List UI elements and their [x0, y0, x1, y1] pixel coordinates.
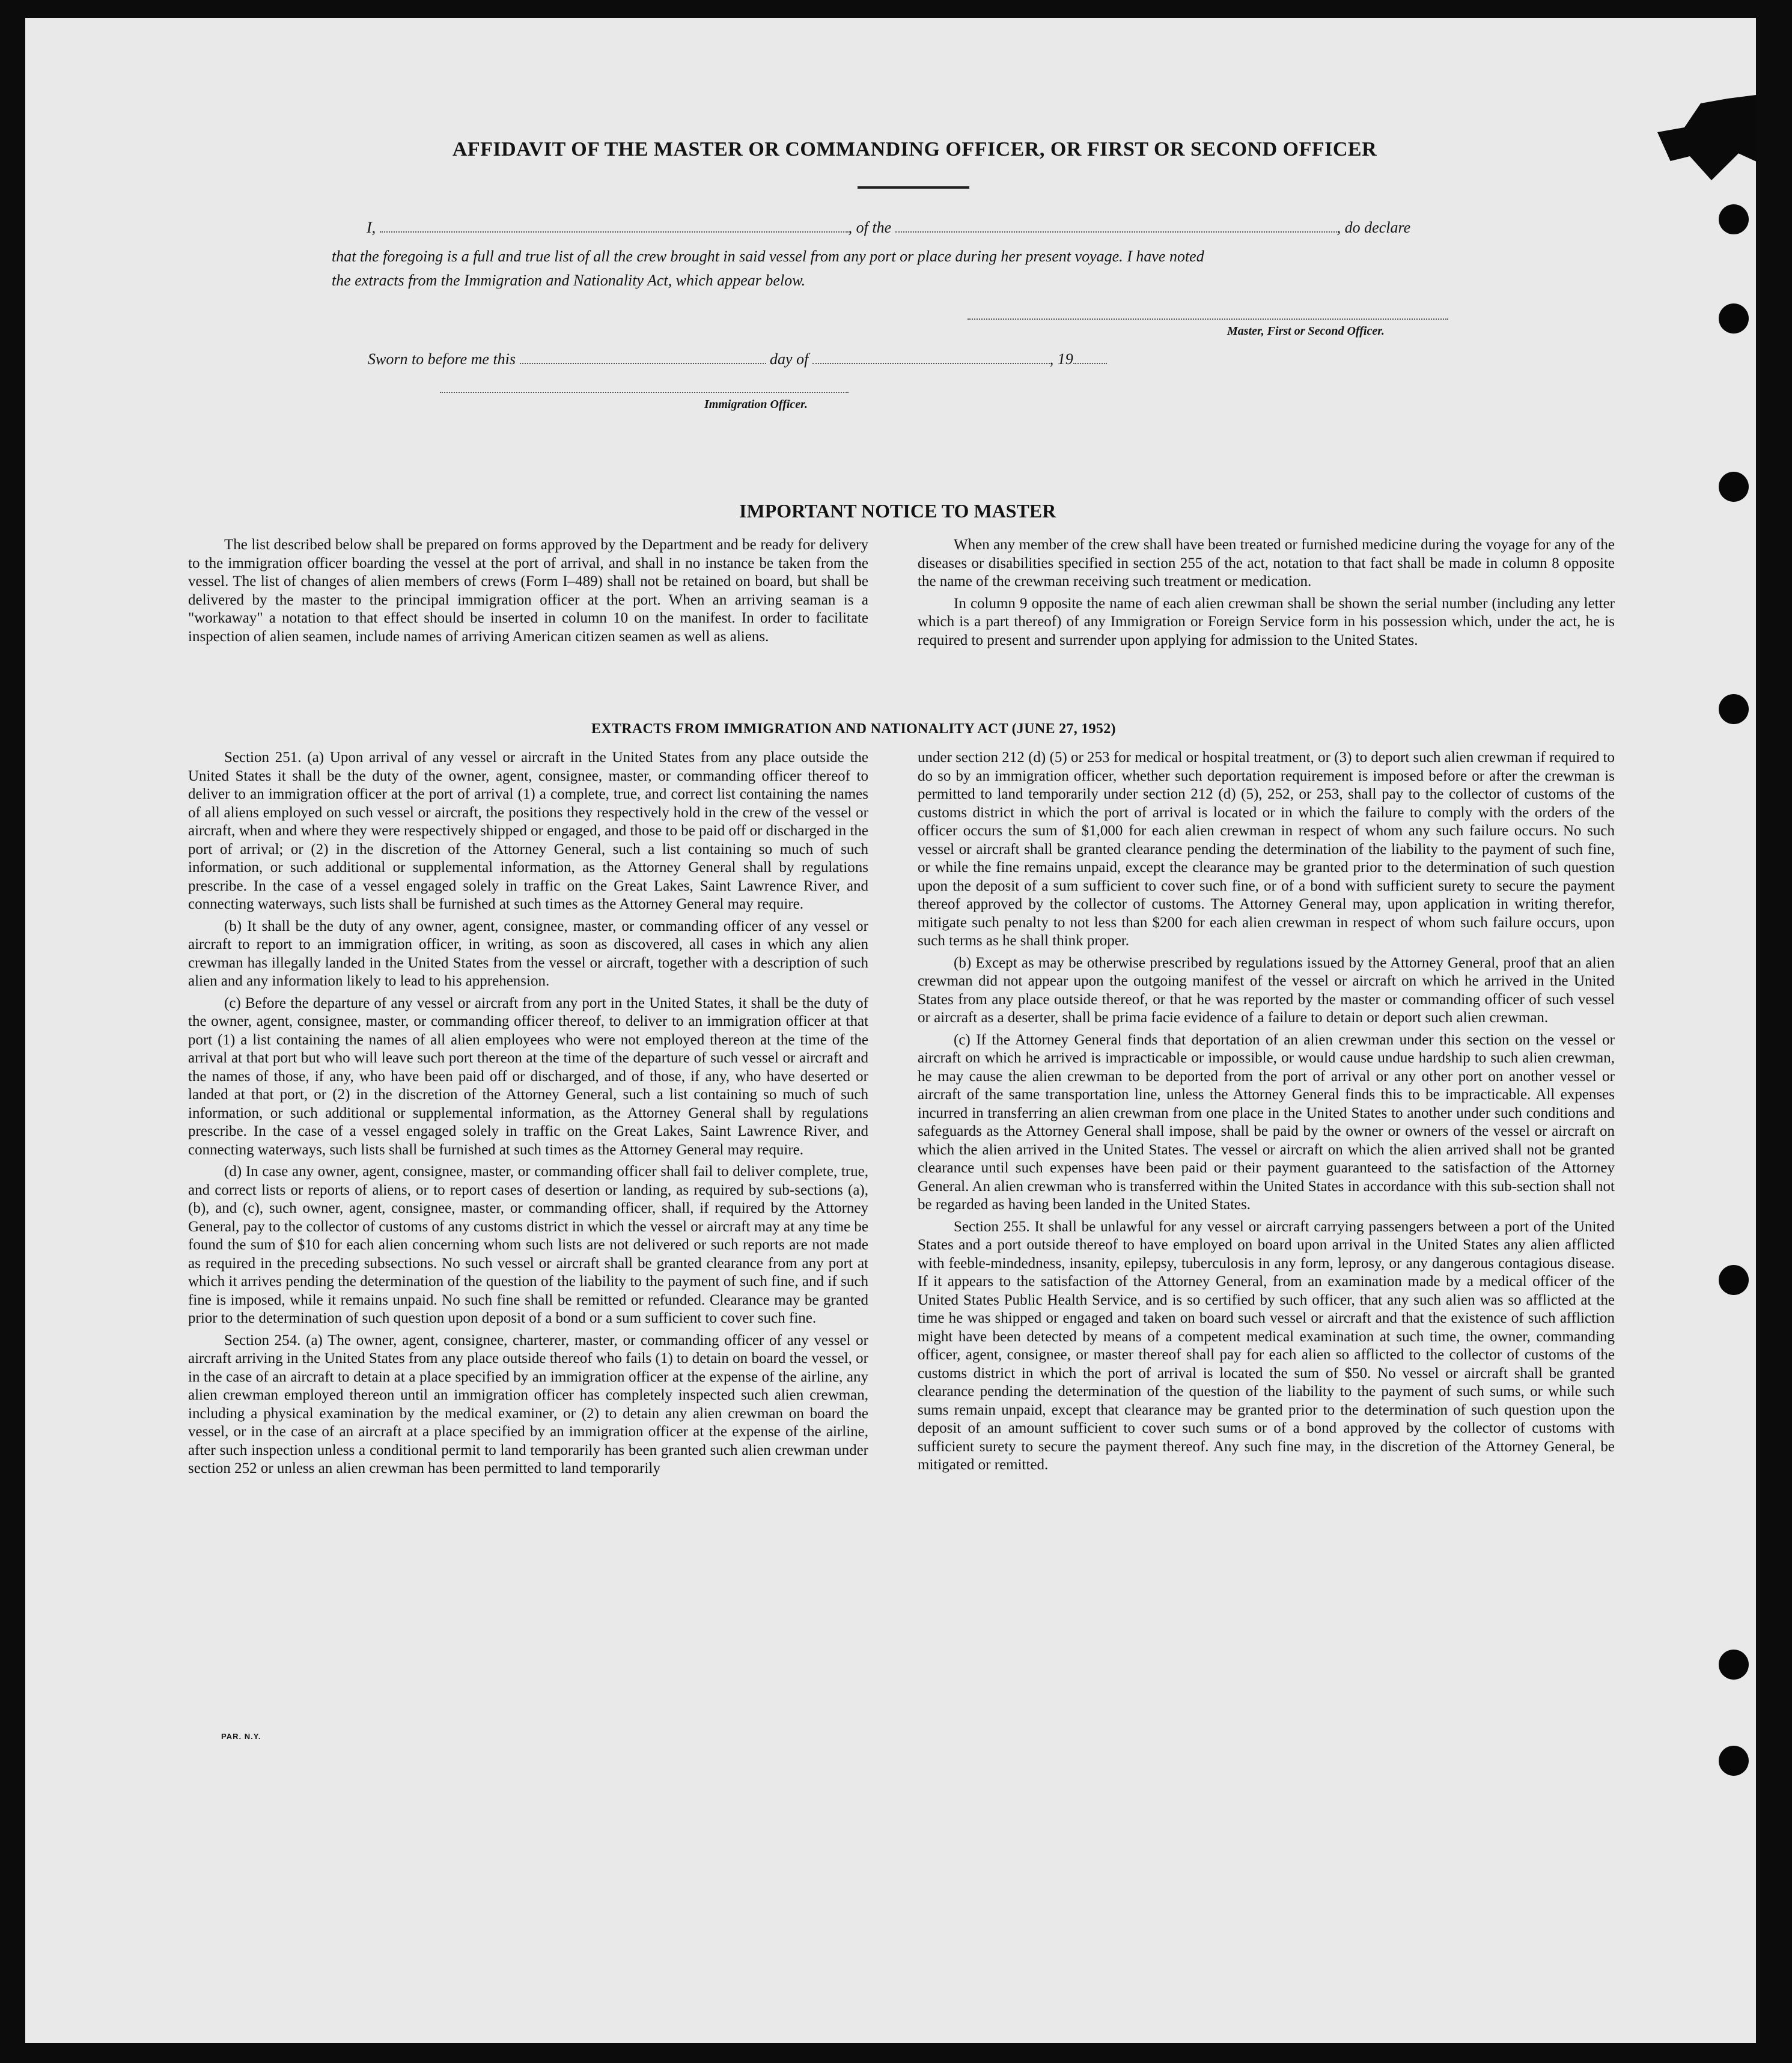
affidavit-line-3: the extracts from the Immigration and Nationality Act, which appear below.: [332, 272, 806, 289]
line1-prefix: I,: [367, 219, 376, 236]
section-254-a: Section 254. (a) The owner, agent, consignee, charterer, master, or commanding officer of any vessel or aircraft arriving in the United States from any place outside thereof who fails (1) to detain on board the vessel, or in the case of an aircraft to detain at a place specified by an immigration officer at the expense of the airline, any alien crewman employed thereon until an immigration officer has completely inspected such alien crewman, including a physical examination by the medical examiner, or (2) to detain any alien crewman on board the vessel, or in the case of an aircraft at a place specified by an immigration officer at the expense of the airline, after such inspection unless a conditional permit to land temporarily has been granted such alien crewman under section 252 or unless an alien crewman has been permitted to land temporarily: [188, 1332, 868, 1476]
sworn-day-blank[interactable]: [520, 350, 766, 364]
affidavit-line-2: that the foregoing is a full and true list of all the crew brought in said vessel from any port or place during her present voyage. I have noted: [332, 248, 1204, 265]
sworn-line: [368, 350, 1107, 368]
section-255: Section 255. It shall be unlawful for any vessel or aircraft carrying passengers between a port of the United States and a port outside thereof to have employed on board upon arrival in the United States any alien afflicted with feeble-mindedness, insanity, epilepsy, tuberculosis in any form, leprosy, or any dangerous contagious disease. If it appears to the satisfaction of the Attorney General, from an examination made by a medical officer of the United States Public Health Service, and is so certified by such officer, that any such alien was so afflicted at the time he was shipped or engaged and taken on board such vessel or aircraft and that the existence of such affliction might have been detected by means of a competent medical examination at such time, the owner, commanding officer, agent, consignee, or master thereof shall pay for each alien so afflicted to the collector of customs of the customs district in which the port of arrival is located the sum of $50. No vessel or aircraft shall be granted clearance pending the determination of the question of the liability to the payment of such sums, or while such sums remain unpaid, except that clearance may be granted prior to the determination of such question upon the deposit of an amount sufficient to cover such sums or of a bond approved by the collector of customs with sufficient surety to secure the payment thereof. Any such fine may, in the discretion of the Attorney General, be mitigated or remitted.: [918, 1218, 1615, 1473]
printer-mark: PAR. N.Y.: [221, 1732, 261, 1741]
torn-corner: [1657, 94, 1756, 190]
punch-hole: [1719, 472, 1749, 502]
punch-hole: [1719, 694, 1749, 724]
title-underline: [858, 186, 969, 189]
sworn-day-label: day of: [770, 350, 809, 368]
name-blank[interactable]: [380, 218, 849, 233]
sworn-month-blank[interactable]: [812, 350, 1050, 364]
immigration-officer-label: Immigration Officer.: [704, 398, 808, 411]
notice-right-column: [918, 536, 1615, 653]
section-251-d: (d) In case any owner, agent, consignee, master, or commanding officer shall fail to deliver complete, true, and correct lists or reports of aliens, or to report cases of desertion or landing, as required by sub-sections (a), (b), and (c), such owner, agent, consignee, master, or commanding officer, shall, if required by the Attorney General, pay to the collector of customs of any customs district in which the vessel or aircraft may at any time be found the sum of $10 for each alien concerning whom such lists are not delivered or such reports are not made as required in the preceding subsections. No such vessel or aircraft shall be granted clearance from any port at which it arrives pending the determination of the question of the liability to the payment of such fine, and if such fine is imposed, while it remains unpaid. No such fine shall be remitted or refunded. Clearance may be granted prior to the determination of such question upon deposit of a bond or a sum sufficient to cover such fine.: [188, 1163, 868, 1326]
affidavit-line-1: [367, 218, 1410, 237]
section-254-a-continued: under section 212 (d) (5) or 253 for medical or hospital treatment, or (3) to deport such alien crewman if required to do so by an immigration officer, whether such deportation requirement is imposed before or after the crewman is permitted to land temporarily under section 212 (d) (5), 252, or 253, shall pay to the collector of customs of the customs district in which the port of arrival is located or in which the failure to comply with the orders of the officer occurs the sum of $1,000 for each alien crewman in respect of whom any such failure occurs. No such vessel or aircraft shall be granted clearance pending the determination of the liability to the payment of such fine, or while the fine remains unpaid, except the clearance may be granted prior to the determination of such question upon the deposit of a sum sufficient to cover such fine, or of a bond with sufficient surety to secure the payment thereof approved by the collector of customs. The Attorney General may, upon application in writing therefor, mitigate such penalty to not less than $200 for each alien crewman in respect of whom such failure occurs, upon such terms as he shall think proper.: [918, 749, 1615, 949]
vessel-blank[interactable]: [895, 218, 1337, 233]
notice-right-paragraph-1: When any member of the crew shall have been treated or furnished medicine during the voyage for any of the diseases or disabilities specified in section 255 of the act, notation to that fact shall be made in column 8 opposite the name of the crewman receiving such treatment or medication.: [918, 537, 1615, 590]
punch-hole: [1719, 204, 1749, 234]
sworn-prefix: Sworn to before me this: [368, 350, 516, 368]
extracts-left-column: [188, 749, 868, 1482]
sworn-year-blank[interactable]: [1073, 350, 1107, 364]
document-page: [25, 18, 1756, 2043]
punch-hole: [1719, 1650, 1749, 1680]
master-label: Master, First or Second Officer.: [1227, 325, 1385, 338]
notice-left-column: [188, 536, 868, 650]
extracts-right-column: [918, 749, 1615, 1478]
master-signature-line[interactable]: [968, 318, 1448, 320]
notice-right-paragraph-2: In column 9 opposite the name of each alien crewman shall be shown the serial number (including any letter which is a part thereof) of any Immigration or Foreign Service form in his possession which, under the act, he is required to present and surrender upon applying for admission to the United States.: [918, 595, 1615, 648]
section-254-c: (c) If the Attorney General finds that deportation of an alien crewman under this section on the vessel or aircraft on which he arrived is impracticable or impossible, or would cause undue hardship to such alien crewman, he may cause the alien crewman to be deported from the port of arrival or any other port on another vessel or aircraft of the same transportation line, unless the Attorney General finds this to be impracticable. All expenses incurred in transferring an alien crewman from one place in the United States to another under such conditions and safeguards as the Attorney General shall impose, shall be paid by the owner or owners of the vessel or aircraft on which the alien arrived in the United States. The vessel or aircraft on which the alien arrived shall not be granted clearance until such expenses have been paid or their payment guaranteed to the satisfaction of the Attorney General. An alien crewman who is transferred within the United States in accordance with this sub-section shall not be regarded as having been landed in the United States.: [918, 1031, 1615, 1213]
line1-mid: , of the: [848, 219, 892, 236]
punch-hole: [1719, 1746, 1749, 1776]
notice-left-paragraph: The list described below shall be prepared on forms approved by the Department and be ready for delivery to the immigration officer boarding the vessel at the port of arrival, and shall in no instance be taken from the vessel. The list of changes of alien members of crews (Form I–489) shall not be retained on board, but shall be delivered by the master to the principal immigration officer at the port. When an arriving seaman is a "workaway" a notation to that effect should be inserted in column 10 on the manifest. In order to facilitate inspection of alien seamen, include names of arriving American citizen seamen as well as aliens.: [188, 537, 868, 645]
notice-title: IMPORTANT NOTICE TO MASTER: [739, 500, 1056, 522]
section-251-a: Section 251. (a) Upon arrival of any vessel or aircraft in the United States from any place outside the United States it shall be the duty of the owner, agent, consignee, master, or commanding officer thereof to deliver to an immigration officer at the port of arrival (1) a complete, true, and correct list containing the names of all aliens employed on such vessel or aircraft, the positions they respectively hold in the crew of the vessel or aircraft, when and where they were respectively shipped or engaged, and those to be paid off or discharged in the port of arrival; or (2) in the discretion of the Attorney General, such a list containing so much of such information, or such additional or supplemental information, as the Attorney General shall by regulations prescribe. In the case of a vessel engaged solely in traffic on the Great Lakes, Saint Lawrence River, and connecting waterways, such lists shall be furnished at such times as the Attorney General may require.: [188, 749, 868, 912]
extracts-title: EXTRACTS FROM IMMIGRATION AND NATIONALITY ACT (JUNE 27, 1952): [591, 721, 1116, 737]
section-251-c: (c) Before the departure of any vessel or aircraft from any port in the United States, it shall be the duty of the owner, agent, consignee, master, or commanding officer thereof, to deliver to an immigration officer at that port (1) a list containing the names of all alien employees who were not employed thereon at the time of the arrival at that port but who will leave such port thereon at the time of the departure of such vessel or aircraft and the names of those, if any, who have been paid off or discharged, and of those, if any, who have deserted or landed at that port, or (2) in the discretion of the Attorney General, such a list containing so much of such information, or such additional or supplemental information, as the Attorney General shall by regulations prescribe. In the case of a vessel engaged solely in traffic on the Great Lakes, Saint Lawrence River, and connecting waterways, such lists shall be furnished at such times as the Attorney General may require.: [188, 995, 868, 1158]
immigration-signature-line[interactable]: [440, 392, 849, 393]
line1-suffix: , do declare: [1336, 219, 1411, 236]
section-251-b: (b) It shall be the duty of any owner, agent, consignee, master, or commanding officer of any vessel or aircraft to report to an immigration officer, in writing, as soon as discovered, all cases in which any alien crewman has illegally landed in the United States from the vessel or aircraft, together with a description of such alien and any information likely to lead to his apprehension.: [188, 918, 868, 989]
punch-hole: [1719, 1265, 1749, 1295]
section-254-b: (b) Except as may be otherwise prescribed by regulations issued by the Attorney General, proof that an alien crewman did not appear upon the outgoing manifest of the vessel or aircraft on which he arrived in the United States from any place outside thereof, or that he was reported by the master or commanding officer of such vessel or aircraft as a deserter, shall be prima facie evidence of a failure to detain or deport such alien crewman.: [918, 954, 1615, 1026]
sworn-year-label: , 19: [1049, 350, 1073, 368]
affidavit-title: AFFIDAVIT OF THE MASTER OR COMMANDING OFFICER, OR FIRST OR SECOND OFFICER: [452, 138, 1377, 160]
punch-hole: [1719, 303, 1749, 334]
